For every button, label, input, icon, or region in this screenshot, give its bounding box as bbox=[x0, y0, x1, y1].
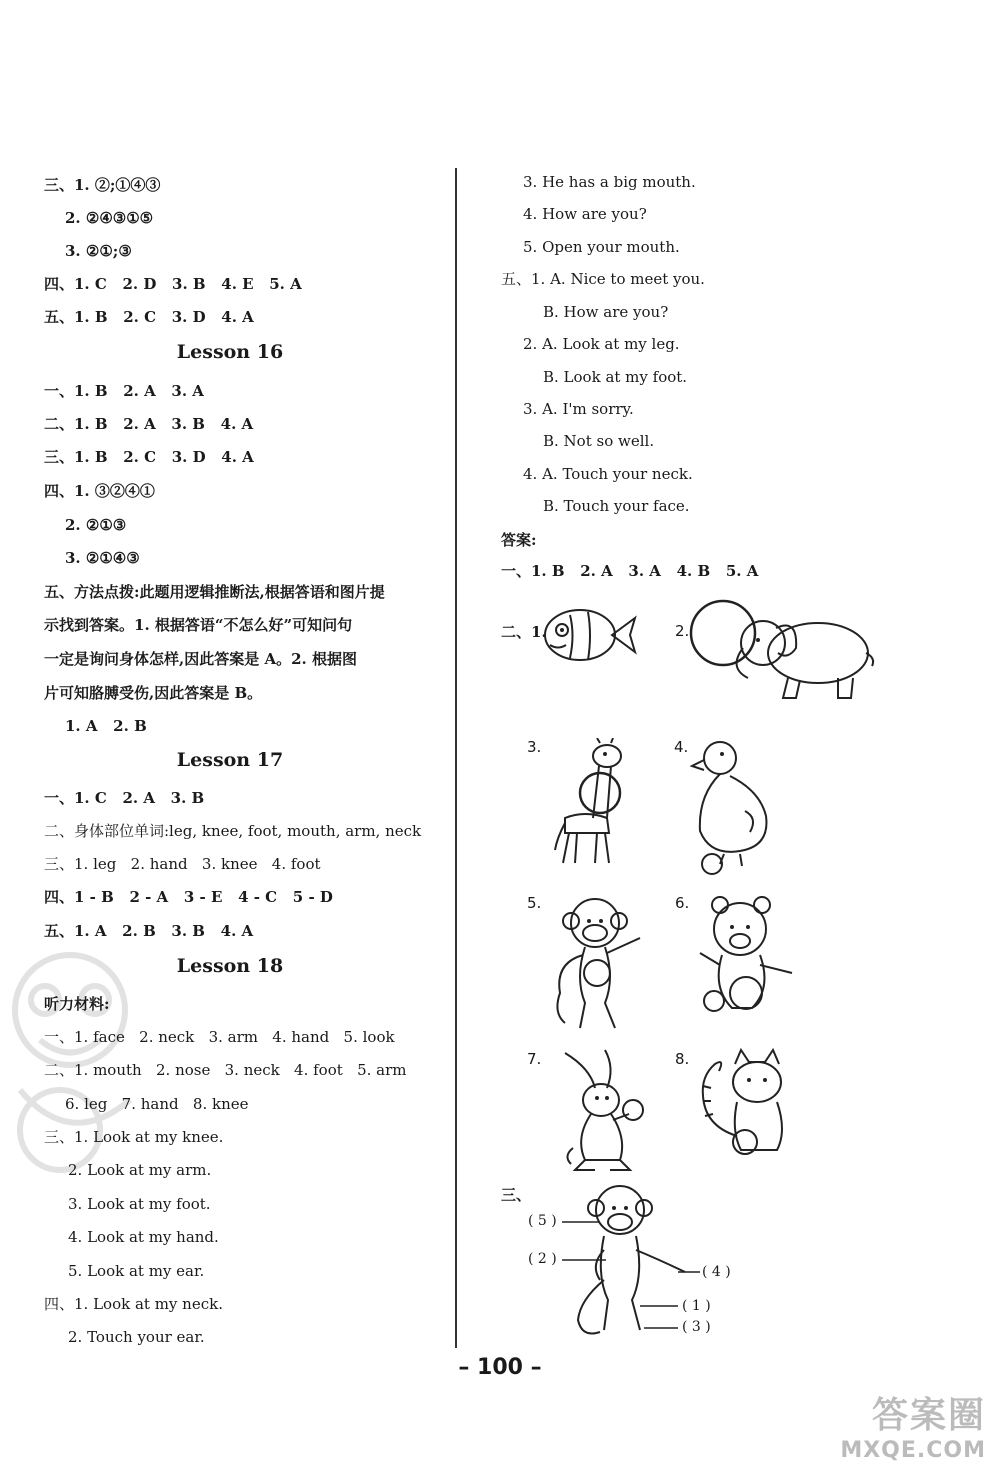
r-11: B. Touch your face. bbox=[543, 497, 690, 515]
l18-2: 一、1. face 2. neck 3. arm 4. hand 5. look bbox=[44, 1028, 395, 1046]
monkey-label-3: ( 4 ) bbox=[702, 1264, 731, 1280]
pic-num-2: 2. bbox=[675, 622, 690, 640]
pic-num-8: 8. bbox=[675, 1050, 690, 1068]
l18-8: 4. Look at my hand. bbox=[68, 1228, 219, 1246]
pic-num-6: 6. bbox=[675, 894, 690, 912]
r-4: 五、1. A. Nice to meet you. bbox=[501, 270, 705, 288]
answers-heading: 答案: bbox=[501, 531, 537, 549]
fish-picture bbox=[540, 600, 640, 670]
answers-line1: 一、1. B 2. A 3. A 4. B 5. A bbox=[501, 562, 759, 580]
bear-ball-picture bbox=[692, 893, 802, 1033]
r-8: 3. A. I'm sorry. bbox=[523, 400, 634, 418]
lesson17-title: Lesson 17 bbox=[176, 749, 284, 771]
l17-2: 二、身体部位单词:leg, knee, foot, mouth, arm, neck bbox=[44, 822, 422, 840]
pic-num-5: 5. bbox=[527, 894, 542, 912]
monkey-label-4: ( 1 ) bbox=[682, 1298, 711, 1314]
l16-2: 二、1. B 2. A 3. B 4. A bbox=[44, 415, 254, 433]
monkey-label-1: ( 5 ) bbox=[528, 1213, 557, 1229]
r-6: 2. A. Look at my leg. bbox=[523, 335, 680, 353]
r-5: B. How are you? bbox=[543, 303, 669, 321]
l-top-2: 2. ②④③①⑤ bbox=[65, 209, 154, 227]
l17-4: 四、1 - B 2 - A 3 - E 4 - C 5 - D bbox=[44, 888, 333, 906]
lesson16-title: Lesson 16 bbox=[176, 341, 284, 363]
monkey-label-5: ( 3 ) bbox=[682, 1319, 711, 1335]
l18-9: 5. Look at my ear. bbox=[68, 1262, 205, 1280]
l-top-1: 三、1. ②;①④③ bbox=[44, 176, 161, 194]
rabbit-picture bbox=[545, 1048, 655, 1173]
l16-4: 四、1. ③②④① bbox=[44, 482, 155, 500]
l-top-5: 五、1. B 2. C 3. D 4. A bbox=[44, 308, 254, 326]
l18-1: 听力材料: bbox=[44, 995, 110, 1013]
tiger-cat-picture bbox=[695, 1046, 795, 1161]
l-top-4: 四、1. C 2. D 3. B 4. E 5. A bbox=[44, 275, 302, 293]
elephant-picture bbox=[688, 598, 878, 708]
l-top-3: 3. ②①;③ bbox=[65, 242, 132, 260]
pic-num-3: 3. bbox=[527, 738, 542, 756]
l17-1: 一、1. C 2. A 3. B bbox=[44, 789, 205, 807]
r-3: 5. Open your mouth. bbox=[523, 238, 680, 256]
l16-3: 三、1. B 2. C 3. D 4. A bbox=[44, 448, 254, 466]
giraffe-picture bbox=[545, 738, 640, 868]
section2-label: 二、1. bbox=[501, 623, 547, 641]
l16-7: 五、方法点拨:此题用逻辑推断法,根据答语和图片提 bbox=[44, 583, 385, 601]
l16-10: 片可知胳膊受伤,因此答案是 B。 bbox=[44, 684, 263, 702]
watermark-logo: 答案圈 MXQE.COM bbox=[840, 1395, 986, 1463]
l16-8: 示找到答案。1. 根据答语“不怎么好”可知问句 bbox=[44, 616, 353, 634]
l16-5: 2. ②①③ bbox=[65, 516, 127, 534]
page-number: – 100 – bbox=[458, 1355, 542, 1380]
r-1: 3. He has a big mouth. bbox=[523, 173, 696, 191]
l16-6: 3. ②①④③ bbox=[65, 549, 140, 567]
l18-3: 二、1. mouth 2. nose 3. neck 4. foot 5. arm bbox=[44, 1061, 407, 1079]
pic-num-4: 4. bbox=[674, 738, 689, 756]
r-2: 4. How are you? bbox=[523, 205, 647, 223]
l18-5: 三、1. Look at my knee. bbox=[44, 1128, 224, 1146]
l17-5: 五、1. A 2. B 3. B 4. A bbox=[44, 922, 254, 940]
section3-label: 三、 bbox=[501, 1186, 532, 1204]
r-9: B. Not so well. bbox=[543, 432, 655, 450]
l18-4: 6. leg 7. hand 8. knee bbox=[65, 1095, 249, 1113]
monkey-ball-picture bbox=[545, 893, 650, 1033]
l17-3: 三、1. leg 2. hand 3. knee 4. foot bbox=[44, 855, 321, 873]
pic-num-7: 7. bbox=[527, 1050, 542, 1068]
lesson18-title: Lesson 18 bbox=[176, 955, 284, 977]
r-10: 4. A. Touch your neck. bbox=[523, 465, 693, 483]
monkey-body-parts-picture bbox=[560, 1180, 700, 1345]
r-7: B. Look at my foot. bbox=[543, 368, 688, 386]
duck-picture bbox=[690, 736, 780, 881]
l18-11: 2. Touch your ear. bbox=[68, 1328, 205, 1346]
column-divider bbox=[455, 168, 457, 1348]
l18-7: 3. Look at my foot. bbox=[68, 1195, 211, 1213]
l16-9: 一定是询问身体怎样,因此答案是 A。2. 根据图 bbox=[44, 650, 357, 668]
l18-6: 2. Look at my arm. bbox=[68, 1161, 212, 1179]
l16-11: 1. A 2. B bbox=[65, 717, 147, 735]
l16-1: 一、1. B 2. A 3. A bbox=[44, 382, 204, 400]
monkey-label-2: ( 2 ) bbox=[528, 1251, 557, 1267]
l18-10: 四、1. Look at my neck. bbox=[44, 1295, 223, 1313]
